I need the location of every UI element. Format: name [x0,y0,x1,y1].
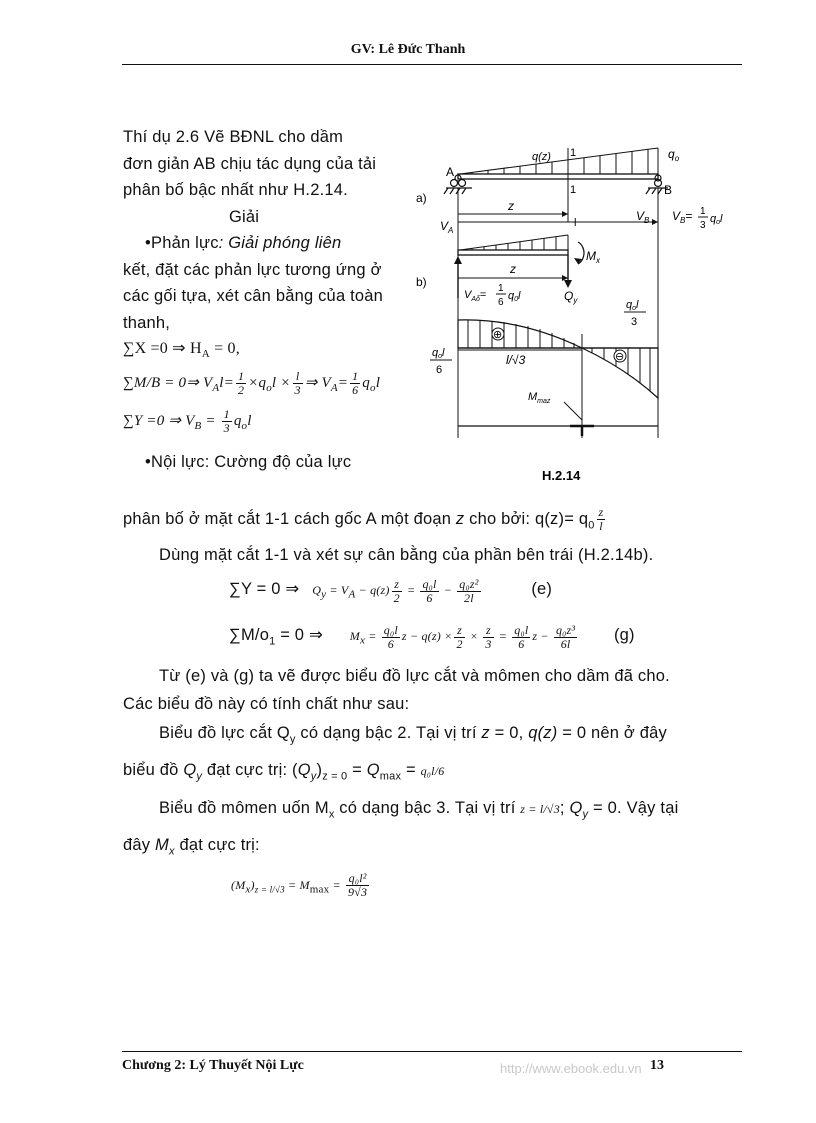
frac-num: 1 [352,369,359,384]
text-span: Biểu đồ lực cắt Q [159,724,290,743]
beam-b [458,250,568,255]
label-qz: q(z) [532,151,551,163]
text-line [123,718,743,754]
text-sub: x [328,808,335,821]
eq-fraction [392,578,402,605]
q0l6-den: 6 [436,364,443,376]
eq-text: = [329,877,344,892]
label-q0l6 [432,347,445,360]
text-span: q₀l/6 [420,763,445,778]
header-rule [122,64,742,65]
vab-num: 1 [498,283,504,294]
text-span: q(z) [528,724,558,743]
qy-sub: y [573,296,578,305]
vbeq-text: V [672,209,681,223]
qy-text: Q [564,289,574,303]
text-line: đơn giản AB chịu tác dụng của tải [123,154,377,173]
eq-fraction [382,624,400,651]
eq-fraction [554,624,577,651]
text-span: . Tại vị trí [406,724,482,743]
eq-fraction [597,506,606,533]
eq-text: = [365,629,380,644]
plus-sign: ⊕ [493,329,503,341]
equation-e [123,569,743,614]
frac-num: l [293,370,303,384]
equation-g [123,614,743,662]
text-line: thanh, [123,313,171,332]
text-span: z = l/√3 [520,802,560,817]
equation-sum-y: ∑Y =0 ⇒ $V_B$ = $\frac{1}{3}$ $q_ol$ [123,407,252,436]
q0l6-l: l [442,347,445,359]
text-span: z [455,510,465,528]
eq-text: l × [271,375,291,392]
mmax-leader [564,402,582,420]
frac-den: 3 [223,421,230,436]
frac-num: q₀z³ [555,622,576,637]
mmax-sub: maz [537,398,551,405]
text-line: phân bố bậc nhất như H.2.14. [123,181,348,199]
text-span: đây [123,836,155,855]
vab-tail [508,290,521,303]
eq-fraction [346,872,369,899]
eq-text: = M [284,877,310,892]
eq-sub: x [360,634,366,647]
reaction-rest: : Giải phóng liên [218,234,342,252]
q0l3-q: q [626,299,633,311]
label-Qy [564,289,578,305]
label-q0l3 [626,299,639,312]
text-sub: y [310,770,317,783]
eq-text: ⇒ V [304,375,331,392]
label-q0 [668,147,680,163]
text-span: ) [316,760,323,779]
eq-text: ∑M/B = 0⇒ V [123,375,213,392]
footer-watermark: http://www.ebook.edu.vn [500,1061,642,1076]
text-span: = [347,760,367,779]
label-z-b: z [510,262,516,276]
text-sub: y [289,733,296,746]
text-span: đạt cực trị: [174,836,260,855]
frac-num: z [392,578,402,592]
dim-arrow [562,211,568,217]
mx-sub: x [596,256,600,265]
text-sub: 0 [588,519,595,532]
text-span: cho bởi: q(z)= q [464,510,589,528]
eq-text: − q(z) [355,582,390,597]
vab-0: 0 [514,296,519,303]
eq-fraction [483,624,493,651]
frac-den: 6l [560,636,571,651]
vab-text: V [464,289,472,301]
eq-text: q [233,413,242,430]
vb-sub: B [644,216,650,225]
bullet-icon: • [145,453,151,472]
eq-text: × [466,629,482,644]
eq-sub: A [212,382,220,395]
q0l6-o: o [438,353,443,360]
eq-text: z − [532,629,552,644]
text-span: = 0 nên ở đây [557,724,667,743]
frac-num: z [483,624,493,638]
text-line [123,502,743,542]
text-line: Thí dụ 2.6 Vẽ BĐNL cho dầm [123,128,344,146]
text-line [123,831,743,865]
text-span: Q [297,760,311,779]
label-VA [440,219,453,235]
text-span: = 0. Vậy tại [588,799,679,818]
eq-text: ∑Y =0 ⇒ V [123,413,195,430]
eq-fraction [293,370,303,397]
q0l6-q: q [432,347,439,359]
text-span: Q [366,760,380,779]
mmax-text: M [528,391,538,403]
text-span: có dạng bậc 2 [295,724,407,743]
distributed-load-a [460,148,658,174]
text-span: Biểu đồ mômen uốn M [159,799,329,818]
frac-den: 9√3 [347,885,368,900]
vab-l: l [518,290,521,302]
frac-den: l [599,519,603,534]
vbeq-q: q [710,213,717,225]
text-span: z [481,724,490,743]
vbeq-sub: B [680,216,686,225]
label-VB-eq [672,209,692,225]
page-header-title: GV: Lê Đức Thanh [350,42,466,57]
frac-num: q₀l [514,622,529,637]
text-span: phân bố ở mặt cắt 1-1 cách gốc A một đoạn [123,510,456,528]
equation-sum-x [123,336,413,367]
q0l3-l: l [636,299,639,311]
frac-den: 2 [393,590,400,605]
eq-sub: A [348,588,356,601]
eq-body [349,622,579,651]
eq-sub: y [321,588,327,601]
eq-fraction [457,578,480,605]
eq-text: Q [312,582,322,597]
text-span: có dạng bậc 3. Tại vị trí [334,799,521,818]
eq-sub: z = l/√3 [254,884,285,895]
text-sub: z = 0 [322,770,348,783]
text-span: ; [559,799,570,818]
text-span: = [401,760,421,779]
eq-text: ∑M/o [229,626,270,645]
eq-text: M [349,629,360,644]
text-span: Q [183,760,197,779]
q0-sub: o [674,154,680,163]
equation-mmax [123,872,743,903]
text-span: biểu đồ [123,760,184,779]
equation-tag-g: (g) [613,626,635,645]
text-span: = 0, [489,724,529,743]
label-VB [636,209,650,225]
q0-text: q [668,147,675,161]
vab-eq: = [479,289,487,301]
label-l-sqrt3: l/√3 [506,353,526,367]
internal-force-label: Nội lực [150,453,205,472]
frac-num: 1 [237,369,245,384]
arrow-head [574,258,582,264]
frac-den: 2 [237,383,245,398]
eq-text: ) [250,877,255,892]
eq-fraction [454,624,464,651]
eq-text: − [440,582,456,597]
footer-rule [122,1051,742,1052]
footer-page-number: 13 [650,1058,664,1073]
q0l3-den: 3 [631,316,638,328]
frac-den: 6 [352,383,359,398]
eq-text: ×q [248,375,267,392]
text-line [123,791,743,831]
bullet-icon: • [145,234,151,252]
q0l3-o: o [632,305,637,312]
text-sub: y [582,808,589,821]
frac-den: 3 [294,383,301,398]
eq-sub: 1 [269,635,276,648]
text-sub: x [168,845,175,858]
eq-sub: max [309,883,330,896]
text-sub: y [196,770,203,783]
label-b: b) [416,275,427,289]
label-a: a) [416,191,427,205]
frac-den: 6 [426,590,433,605]
eq-text: = [403,582,419,597]
label-Mmax [528,391,551,405]
label-z-a: z [508,199,514,213]
distributed-load-b [460,235,568,250]
left-column [123,124,413,476]
eq-text: = 0, [209,340,240,357]
text-span: đạt cực trị: ( [202,760,298,779]
eq-text: = 0 ⇒ [275,626,323,645]
text-line: Từ (e) và (g) ta vẽ được biểu đồ lực cắt và mômen cho dầm đã cho. [159,667,670,686]
frac-den: 6 [518,636,525,651]
text-span: Q [569,799,583,818]
text-line: Các biểu đồ này có tính chất như sau: [123,695,410,714]
frac-num: z [454,624,464,638]
section-label-top: 1 [570,147,577,159]
equation-sum-m: ∑M/B = 0⇒ $V_Al=$ $\frac{1}{2}$ $\times q_ol$ × $\frac{l}{3}$ ⇒ $V_A=$ $\frac{1}{6}$ $q_ol$ [123,369,381,398]
label-VA-b [464,289,486,303]
eq-text: q [362,375,370,392]
va-sub: A [448,226,454,235]
text-sub: max [379,770,402,783]
frac-den: 2 [456,636,463,651]
frac-den: 3 [485,636,492,651]
figure-h214 [410,138,730,488]
eq-sub: o [266,382,272,395]
dim-arrow [652,219,658,225]
eq-fraction [236,370,246,397]
eq-fraction [350,370,360,397]
frac-num: q₀l² [346,872,369,886]
text-line [123,230,413,257]
vbeq-tail [710,213,723,226]
frac-num: z [598,505,604,520]
eq-text: ∑Y = 0 ⇒ [229,579,300,598]
vbeq-den: 3 [700,220,706,231]
section-label-bottom: 1 [570,184,577,196]
vbeq-eq: = [685,209,693,223]
frac-num: 1 [223,407,230,422]
main-text [123,502,743,903]
eq-text: = [495,629,511,644]
eq-text: l [219,375,224,392]
eq-sub: B [194,420,202,433]
mx-text: M [586,249,596,263]
arrow-head [454,256,462,264]
eq-text: (M [231,877,246,892]
vab-q: q [508,290,515,302]
vab-den: 6 [498,297,504,308]
eq-body [312,576,482,605]
shear-diagram [458,320,658,398]
equation-tag-e: (e) [531,579,553,598]
frac-num: q₀l [383,622,398,637]
text-line [123,449,413,476]
eq-fraction [222,408,232,435]
reaction-label: Phản lực [150,234,219,252]
vbeq-o: o [716,219,721,226]
label-B: B [664,183,673,197]
text-line: kết, đặt các phản lực tương ứng ở [123,260,382,279]
label-A: A [446,165,455,179]
text-line [123,755,743,791]
internal-force-rest: : Cường độ của lực [204,453,352,472]
text-line: Dùng mặt cắt 1-1 và xét sự cân bằng của phần bên trái (H.2.14b). [159,546,654,565]
frac-num: q₀z² [459,576,479,591]
footer-chapter: Chương 2: Lý Thuyết Nội Lực [122,1058,304,1073]
eq-text: z − q(z) × [401,629,453,644]
arrow-head [564,280,572,288]
eq-sub: A [201,348,210,361]
text-line: các gối tựa, xét cân bằng của toàn [123,287,384,305]
vab-sub: Aδ [471,296,480,303]
frac-num: q₀l [422,576,437,591]
figure-caption: H.2.14 [542,468,581,483]
minus-sign: ⊖ [615,351,625,363]
solution-heading: Giải [229,207,260,226]
eq-text: = V [326,582,349,597]
label-l-a: l [574,217,577,229]
label-Mx [586,249,601,265]
eq-fraction [512,624,530,651]
text-span: M [155,836,169,855]
eq-sub: x [245,883,251,896]
frac-den: 6 [387,636,394,651]
vb-text: V [636,209,645,223]
vbeq-l: l [720,213,723,225]
eq-fraction [420,578,438,605]
beam-a [458,174,658,179]
vbeq-num: 1 [700,206,706,217]
frac-den: 2l [464,590,474,605]
va-text: V [440,219,449,233]
eq-text: ∑X =0 ⇒ H [123,340,202,357]
